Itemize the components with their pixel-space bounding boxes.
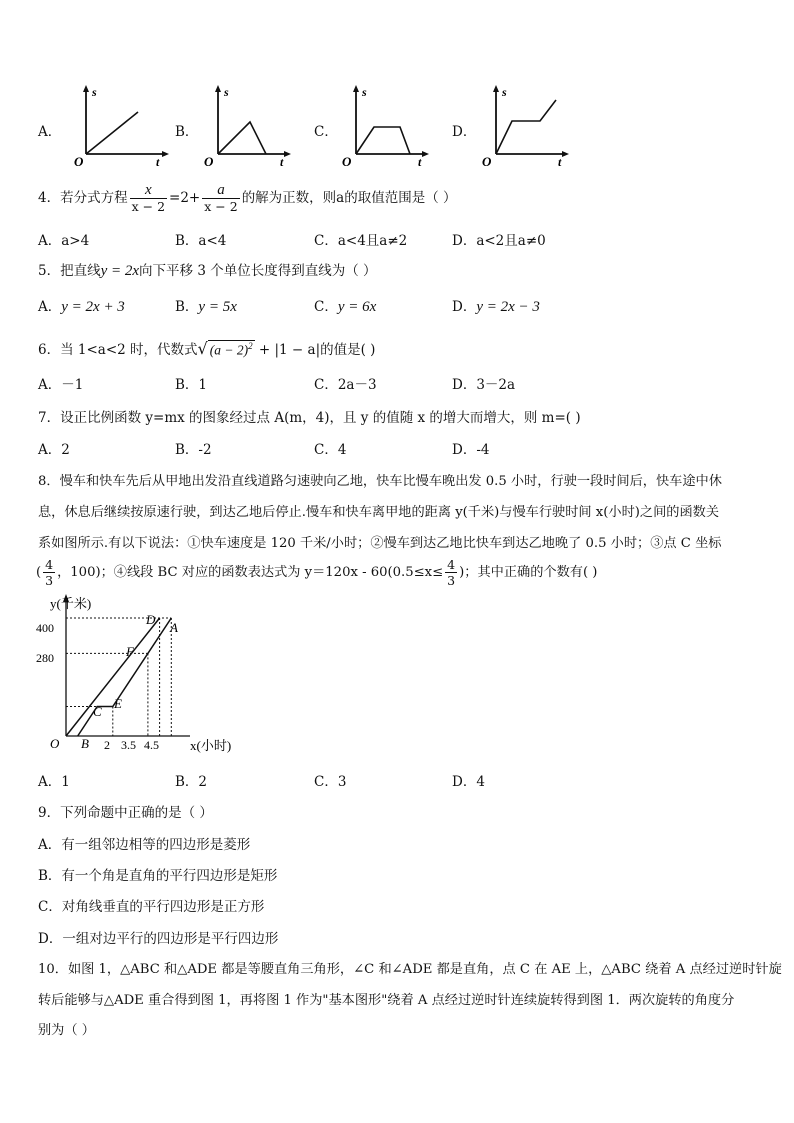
q7-stem: 7．设正比例函数 y=mx 的图象经过点 A(m，4)，且 y 的值随 x 的增大而增大，则 m=( ) bbox=[38, 410, 581, 426]
q8-option-b[interactable]: B．2 bbox=[175, 774, 208, 790]
q4-option-a[interactable]: A．a>4 bbox=[38, 233, 90, 249]
q9-option-b[interactable]: B．有一个角是直角的平行四边形是矩形 bbox=[38, 868, 278, 884]
point-label-c: C bbox=[93, 704, 102, 719]
q10-line2: 转后能够与△ADE 重合得到图 1，再将图 1 作为"基本图形"绕着 A 点经过逆时针连续旋转得到图 1．两次旋转的角度分 bbox=[38, 993, 735, 1008]
q3-option-a-letter[interactable]: A． bbox=[38, 124, 62, 140]
q5-option-a[interactable]: A．y = 2x + 3 bbox=[38, 299, 125, 315]
q9-option-d[interactable]: D．一组对边平行的四边形是平行四边形 bbox=[38, 931, 279, 947]
point-label-d: D bbox=[146, 612, 156, 627]
q3-option-d-letter[interactable]: D． bbox=[452, 124, 477, 140]
graph-line bbox=[86, 112, 138, 154]
series-line-1 bbox=[66, 618, 160, 736]
svg-text:t: t bbox=[280, 155, 284, 168]
q9-option-c[interactable]: C．对角线垂直的平行四边形是正方形 bbox=[38, 899, 265, 915]
point-label-b: B bbox=[81, 736, 89, 751]
svg-text:O: O bbox=[482, 154, 492, 168]
y-tick-280: 280 bbox=[36, 651, 54, 665]
q3-graph-a bbox=[62, 84, 172, 168]
svg-text:s: s bbox=[224, 85, 229, 99]
q8-option-c[interactable]: C．3 bbox=[314, 774, 347, 790]
point-label-a: A bbox=[170, 620, 178, 635]
graph-line bbox=[356, 127, 410, 154]
q5-option-d[interactable]: D．y = 2x − 3 bbox=[452, 299, 540, 315]
q8-line2: 息，休息后继续按原速行驶，到达乙地后停止.慢车和快车离甲地的距离 y(千米)与慢车行驶时间 x(小时)之间的函数关 bbox=[38, 505, 720, 520]
q3-graph-b bbox=[198, 84, 308, 168]
q8-chart bbox=[30, 592, 270, 758]
svg-text:s: s bbox=[362, 85, 367, 99]
axis-s-label: s bbox=[92, 85, 97, 99]
q5-option-c[interactable]: C．y = 6x bbox=[314, 299, 377, 315]
y-axis-label: y(千米) bbox=[50, 596, 92, 611]
q4-stem: 4．若分式方程 $\frac{x}{x - 2}$ =2+ $\frac{a}{x - 2}$ 的解为正数，则a的取值范围是（ ） bbox=[38, 182, 457, 214]
q6-option-c[interactable]: C．2a－3 bbox=[314, 377, 377, 393]
svg-text:t: t bbox=[558, 155, 562, 168]
svg-text:O: O bbox=[204, 154, 214, 168]
x-tick-3.5: 3.5 bbox=[121, 738, 136, 752]
q7-option-a[interactable]: A．2 bbox=[38, 442, 70, 458]
q7-option-b[interactable]: B．-2 bbox=[175, 442, 212, 458]
q9-option-a[interactable]: A．有一组邻边相等的四边形是菱形 bbox=[38, 837, 251, 853]
q5-option-b[interactable]: B．y = 5x bbox=[175, 299, 237, 315]
q6-option-b[interactable]: B．1 bbox=[175, 377, 208, 393]
q5-stem: 5．把直线y = 2x向下平移 3 个单位长度得到直线为（ ） bbox=[38, 263, 377, 279]
q3-graph-c bbox=[338, 84, 448, 168]
origin-label: O bbox=[50, 736, 60, 751]
graph-line bbox=[218, 122, 266, 154]
graph-line bbox=[496, 100, 556, 154]
q3-graph-d bbox=[478, 84, 588, 168]
x-tick-2: 2 bbox=[104, 738, 110, 752]
q4-option-c[interactable]: C．a<4且a≠2 bbox=[314, 233, 408, 249]
q9-stem: 9．下列命题中正确的是（ ） bbox=[38, 805, 213, 821]
q8-line3: 系如图所示.有以下说法：①快车速度是 120 千米/小时；②慢车到达乙地比快车到达乙地晚了 0.5 小时；③点 C 坐标 bbox=[38, 536, 722, 551]
q8-line1: 8．慢车和快车先后从甲地出发沿直线道路匀速驶向乙地，快车比慢车晚出发 0.5 小时，行驶一段时间后，快车途中休 bbox=[38, 474, 722, 489]
x-tick-4.5: 4.5 bbox=[144, 738, 159, 752]
q3-option-b-letter[interactable]: B． bbox=[175, 124, 199, 140]
q6-stem: 6．当 1<a<2 时，代数式√ $(a - 2)^2 + |1 - a|$的值是( ) bbox=[38, 339, 376, 358]
y-tick-400: 400 bbox=[36, 621, 54, 635]
svg-text:t: t bbox=[418, 155, 422, 168]
q6-option-a[interactable]: A．－1 bbox=[38, 377, 84, 393]
point-label-e: E bbox=[114, 696, 122, 711]
axis-o-label: O bbox=[74, 154, 84, 168]
q7-option-d[interactable]: D．-4 bbox=[452, 442, 490, 458]
q4-option-d[interactable]: D．a<2且a≠0 bbox=[452, 233, 546, 249]
q7-option-c[interactable]: C．4 bbox=[314, 442, 347, 458]
q8-option-d[interactable]: D．4 bbox=[452, 774, 485, 790]
q8-line4: ( $\frac{4}{3}$ ，100)；④线段 BC 对应的函数表达式为 y＝120x - 60(0.5≤x≤ $\frac{4}{3}$ )；其中正确的个数有( ) bbox=[36, 557, 598, 588]
q6-option-d[interactable]: D．3－2a bbox=[452, 377, 516, 393]
q8-option-a[interactable]: A．1 bbox=[38, 774, 70, 790]
point-label-f: F bbox=[126, 644, 134, 659]
svg-text:s: s bbox=[502, 85, 507, 99]
series-line-2 bbox=[78, 618, 172, 736]
q4-option-b[interactable]: B．a<4 bbox=[175, 233, 227, 249]
svg-text:O: O bbox=[342, 154, 352, 168]
q10-line1: 10．如图 1，△ABC 和△ADE 都是等腰直角三角形，∠C 和∠ADE 都是直角，点 C 在 AE 上，△ABC 绕着 A 点经过逆时针旋 bbox=[38, 962, 782, 977]
q3-option-c-letter[interactable]: C． bbox=[314, 124, 338, 140]
axis-t-label: t bbox=[156, 155, 160, 168]
x-axis-label: x(小时) bbox=[190, 738, 232, 753]
q10-line3: 别为（ ） bbox=[38, 1023, 95, 1038]
